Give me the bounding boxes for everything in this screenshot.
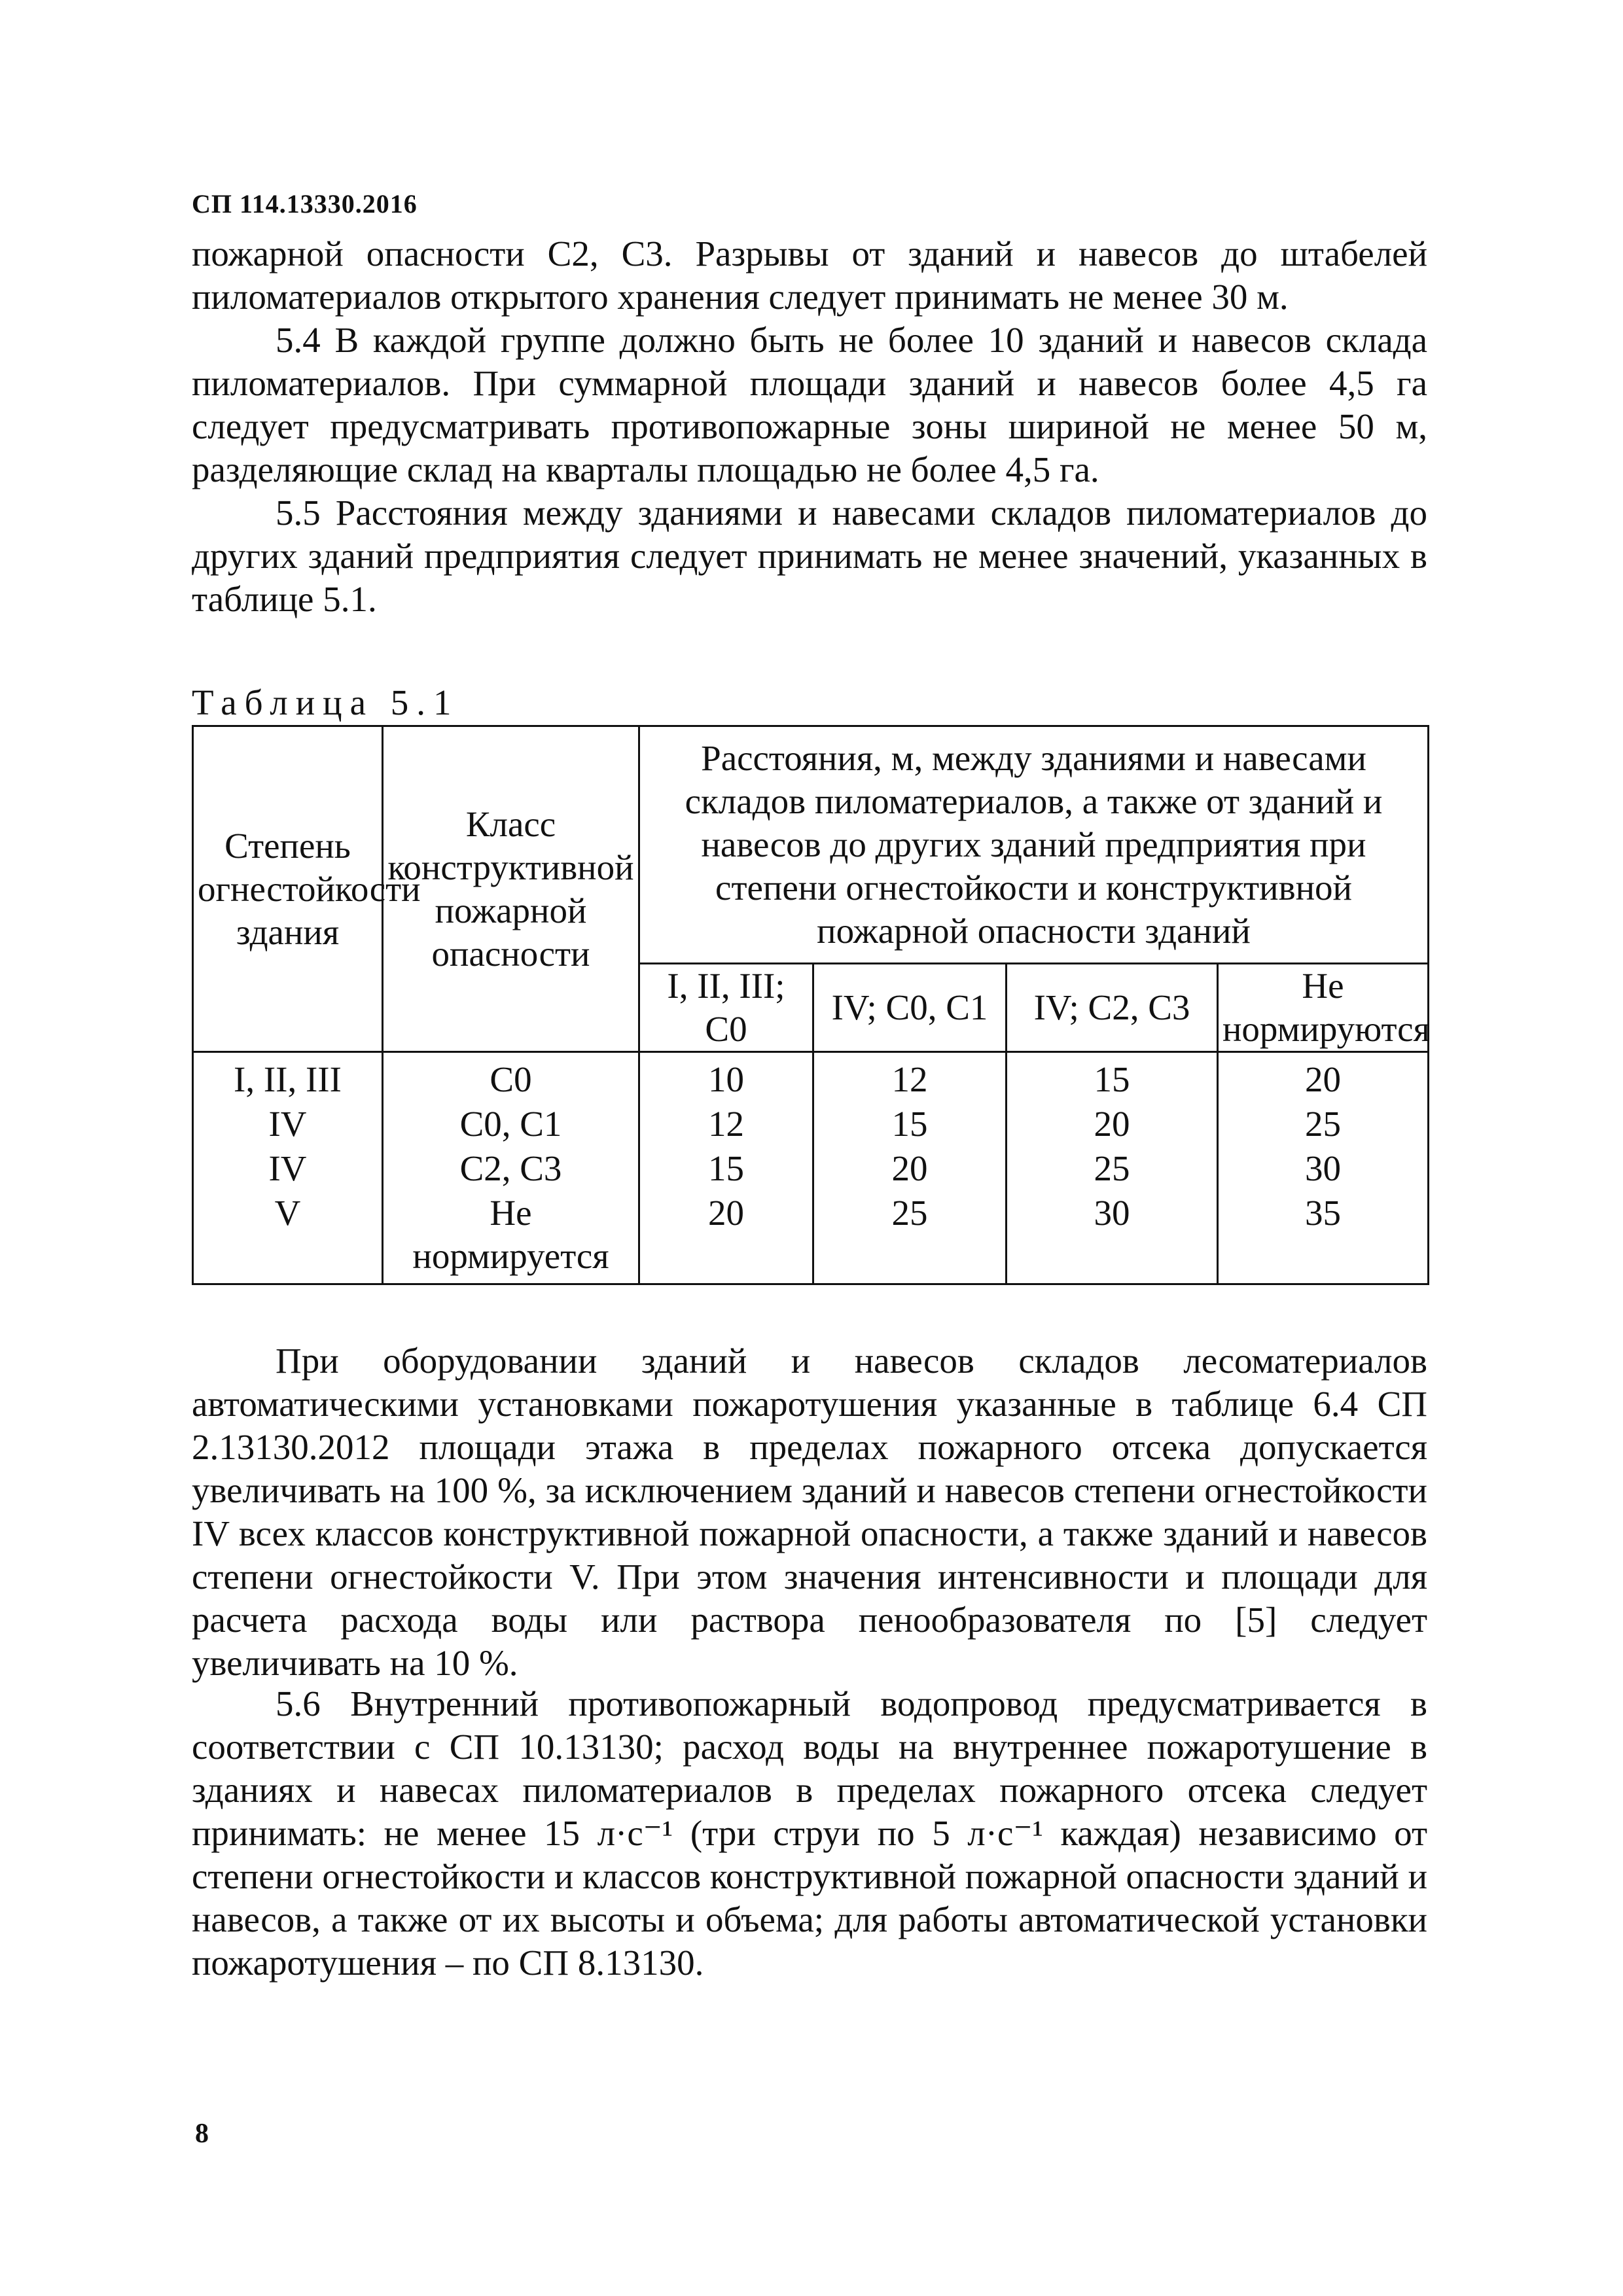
table-cell: 10	[639, 1052, 813, 1102]
table-cell: 20	[639, 1190, 813, 1284]
table-cell: 12	[813, 1052, 1007, 1102]
table-cell: 15	[1007, 1052, 1218, 1102]
paragraph-5-4: 5.4 В каждой группе должно быть не более 10 зданий и навесов склада пиломатериалов. При суммарной площади зданий и навесов более 4,5 га следует предусматривать противопожарные зоны шириной не менее 50 м, разделяющие склад на кварталы площадью не более 4,5 га.	[192, 320, 1427, 489]
table-row	[193, 1190, 1429, 1284]
header-fire-resistance: Степень огнестойкости здания	[193, 726, 383, 1052]
table-cell: 15	[813, 1101, 1007, 1146]
paragraph-continuation: пожарной опасности С2, С3. Разрывы от зданий и навесов до штабелей пиломатериалов открытого хранения следует принимать не менее 30 м.	[192, 234, 1427, 317]
table-cell: 15	[639, 1146, 813, 1190]
subheader-cell: IV; С2, С3	[1007, 964, 1218, 1052]
header-construction-class: Класс конструктивной пожарной опасности	[383, 726, 639, 1052]
table-caption: Таблица 5.1	[192, 682, 459, 722]
paragraph-5-6: 5.6 Внутренний противопожарный водопровод предусматривается в соответствии с СП 10.13130; расход воды на внутреннее пожаротушение в зданиях и навесах пиломатериалов в пределах пожарного отсека следует принимать: не менее 15 л·с⁻¹ (три струи по 5 л·с⁻¹ каждая) независимо от степени огнестойкости и классов конструктивной пожарной опасности зданий и навесов, а также от их высоты и объема; для работы автоматической установки пожаротушения – по СП 8.13130.	[192, 1684, 1427, 1983]
table-cell: С0, С1	[383, 1101, 639, 1146]
table-cell: 25	[1007, 1146, 1218, 1190]
table-cell: V	[193, 1190, 383, 1284]
page-number: 8	[195, 2119, 209, 2149]
table-row	[193, 1146, 1429, 1190]
table-cell: IV	[193, 1146, 383, 1190]
table-header-row	[193, 726, 1429, 964]
subheader-cell: I, II, III; С0	[639, 964, 813, 1052]
table-5-1	[192, 725, 1429, 1285]
table-cell: 30	[1218, 1146, 1429, 1190]
table-cell: I, II, III	[193, 1052, 383, 1102]
table-cell: 25	[1218, 1101, 1429, 1146]
table-cell: 20	[1218, 1052, 1429, 1102]
table-cell: 20	[813, 1146, 1007, 1190]
header-distances: Расстояния, м, между зданиями и навесами складов пиломатериалов, а также от зданий и навесов до других зданий предприятия при степени огнестойкости и конструктивной пожарной опасности зданий	[639, 726, 1429, 964]
subheader-cell: Не нормируются	[1218, 964, 1429, 1052]
table-cell: Не нормируется	[383, 1190, 639, 1284]
table-cell: С0	[383, 1052, 639, 1102]
table-cell: 25	[813, 1190, 1007, 1284]
table-cell: 30	[1007, 1190, 1218, 1284]
table-cell: IV	[193, 1101, 383, 1146]
document-code: СП 114.13330.2016	[192, 189, 418, 219]
paragraph-automatic-systems: При оборудовании зданий и навесов складов лесоматериалов автоматическими установками пожаротушения указанные в таблице 6.4 СП 2.13130.2012 площади этажа в пределах пожарного отсека допускается увеличивать на 100 %, за исключением зданий и навесов степени огнестойкости IV всех классов конструктивной пожарной опасности, а также зданий и навесов степени огнестойкости V. При этом значения интенсивности и площади для расчета расхода воды или раствора пенообразователя по [5] следует увеличивать на 10 %.	[192, 1341, 1427, 1683]
table-cell: С2, С3	[383, 1146, 639, 1190]
paragraph-5-5: 5.5 Расстояния между зданиями и навесами складов пиломатериалов до других зданий предприятия следует принимать не менее значений, указанных в таблице 5.1.	[192, 493, 1427, 619]
subheader-cell: IV; С0, С1	[813, 964, 1007, 1052]
table-cell: 12	[639, 1101, 813, 1146]
table-row	[193, 1052, 1429, 1102]
table-cell: 35	[1218, 1190, 1429, 1284]
table-row	[193, 1101, 1429, 1146]
table-cell: 20	[1007, 1101, 1218, 1146]
